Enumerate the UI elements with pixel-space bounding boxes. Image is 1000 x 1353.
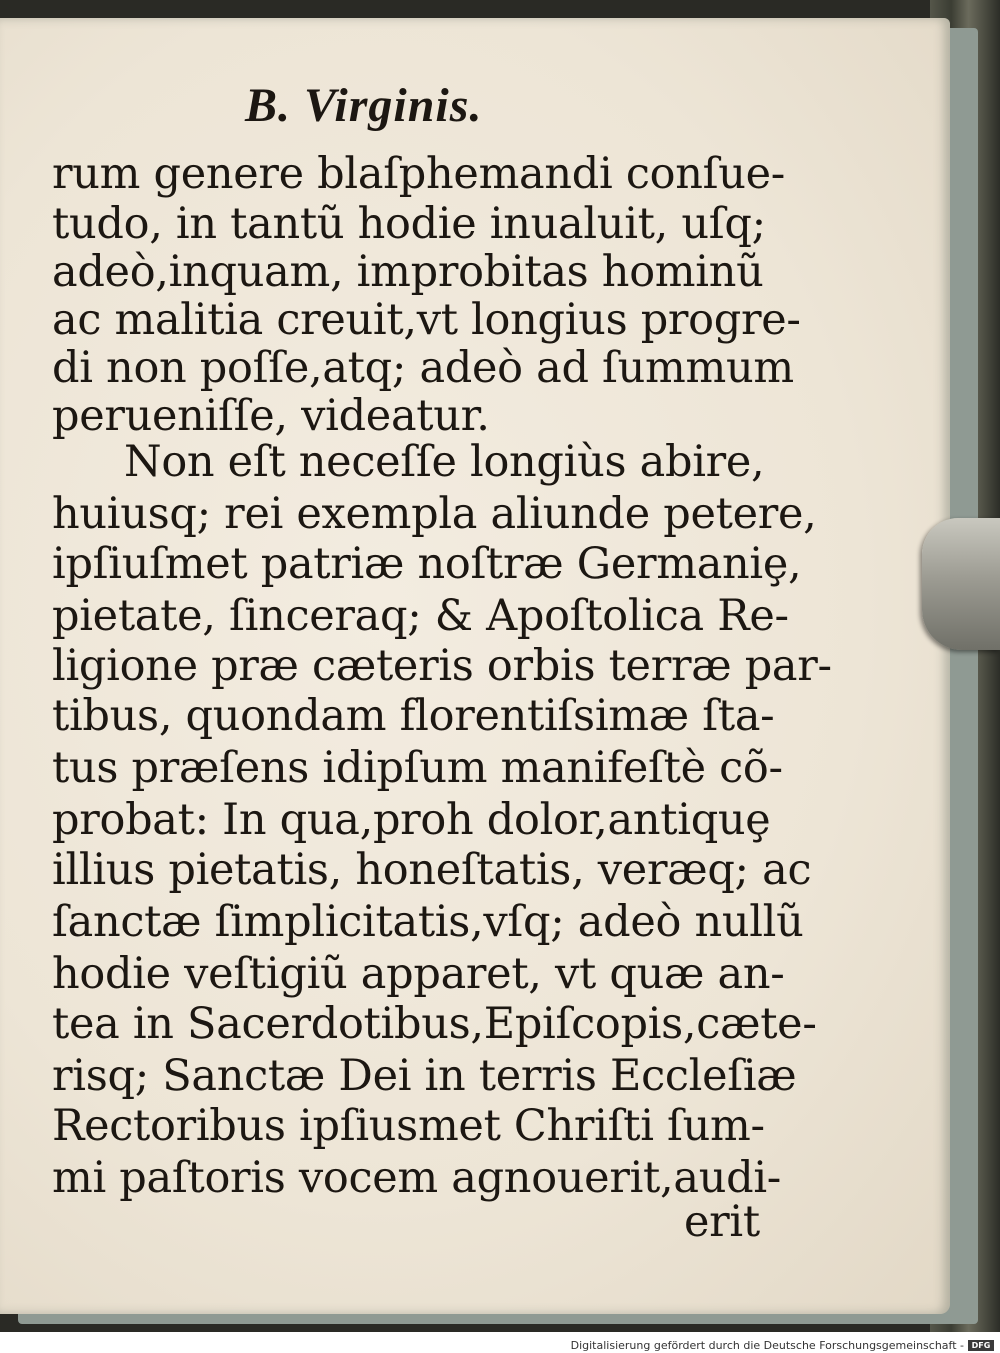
text-line: rum genere blaſphemandi conſue- [52,149,785,199]
text-line: adeò,inquam, improbitas hominũ [52,247,764,297]
text-line: perueniſſe, videatur. [52,391,490,441]
text-line: Non eſt neceſſe longiùs abire, [124,437,765,487]
text-line: pietate, ſinceraq; & Apoſtolica Re- [52,591,789,641]
digitization-credit [571,1338,994,1352]
text-line: risq; Sanctæ Dei in terris Eccleſiæ [52,1051,797,1101]
credit-text: Digitalisierung gefördert durch die Deutsche Forschungsgemeinschaft - [570,1338,964,1352]
text-line: tus præſens idipſum manifeſtè cõ- [52,743,783,793]
text-line: Rectoribus ipſiusmet Chriſti ſum- [52,1101,765,1151]
text-line: mi paſtoris vocem agnouerit,audi- [52,1153,782,1203]
running-head: B. Virginis. [245,79,483,132]
dfg-logo: DFG [968,1340,994,1351]
text-line: tibus, quondam florentiſsimæ ſta- [52,691,775,741]
page-clip [922,518,1000,650]
text-line: tea in Sacerdotibus,Epiſcopis,cæte- [52,999,817,1049]
text-line: ligione præ cæteris orbis terræ par- [52,641,832,691]
text-line: probat: In qua,proh dolor,antiquȩ [52,795,771,845]
text-line: tudo, in tantũ hodie inualuit, uſq; [52,199,766,249]
text-line: hodie veſtigiũ apparet, vt quæ an- [52,949,785,999]
catchword: erit [684,1197,760,1247]
text-line: huiusq; rei exempla aliunde petere, [52,489,817,539]
text-line: di non poſſe,atq; adeò ad ſummum [52,343,794,393]
text-line: ipſiuſmet patriæ noſtræ Germaniȩ, [52,539,802,589]
text-line: ſanctæ ſimplicitatis,vſq; adeò nullũ [52,897,804,947]
text-line: ac malitia creuit,vt longius progre- [52,295,801,345]
text-line: illius pietatis, honeſtatis, veræq; ac [52,845,812,895]
